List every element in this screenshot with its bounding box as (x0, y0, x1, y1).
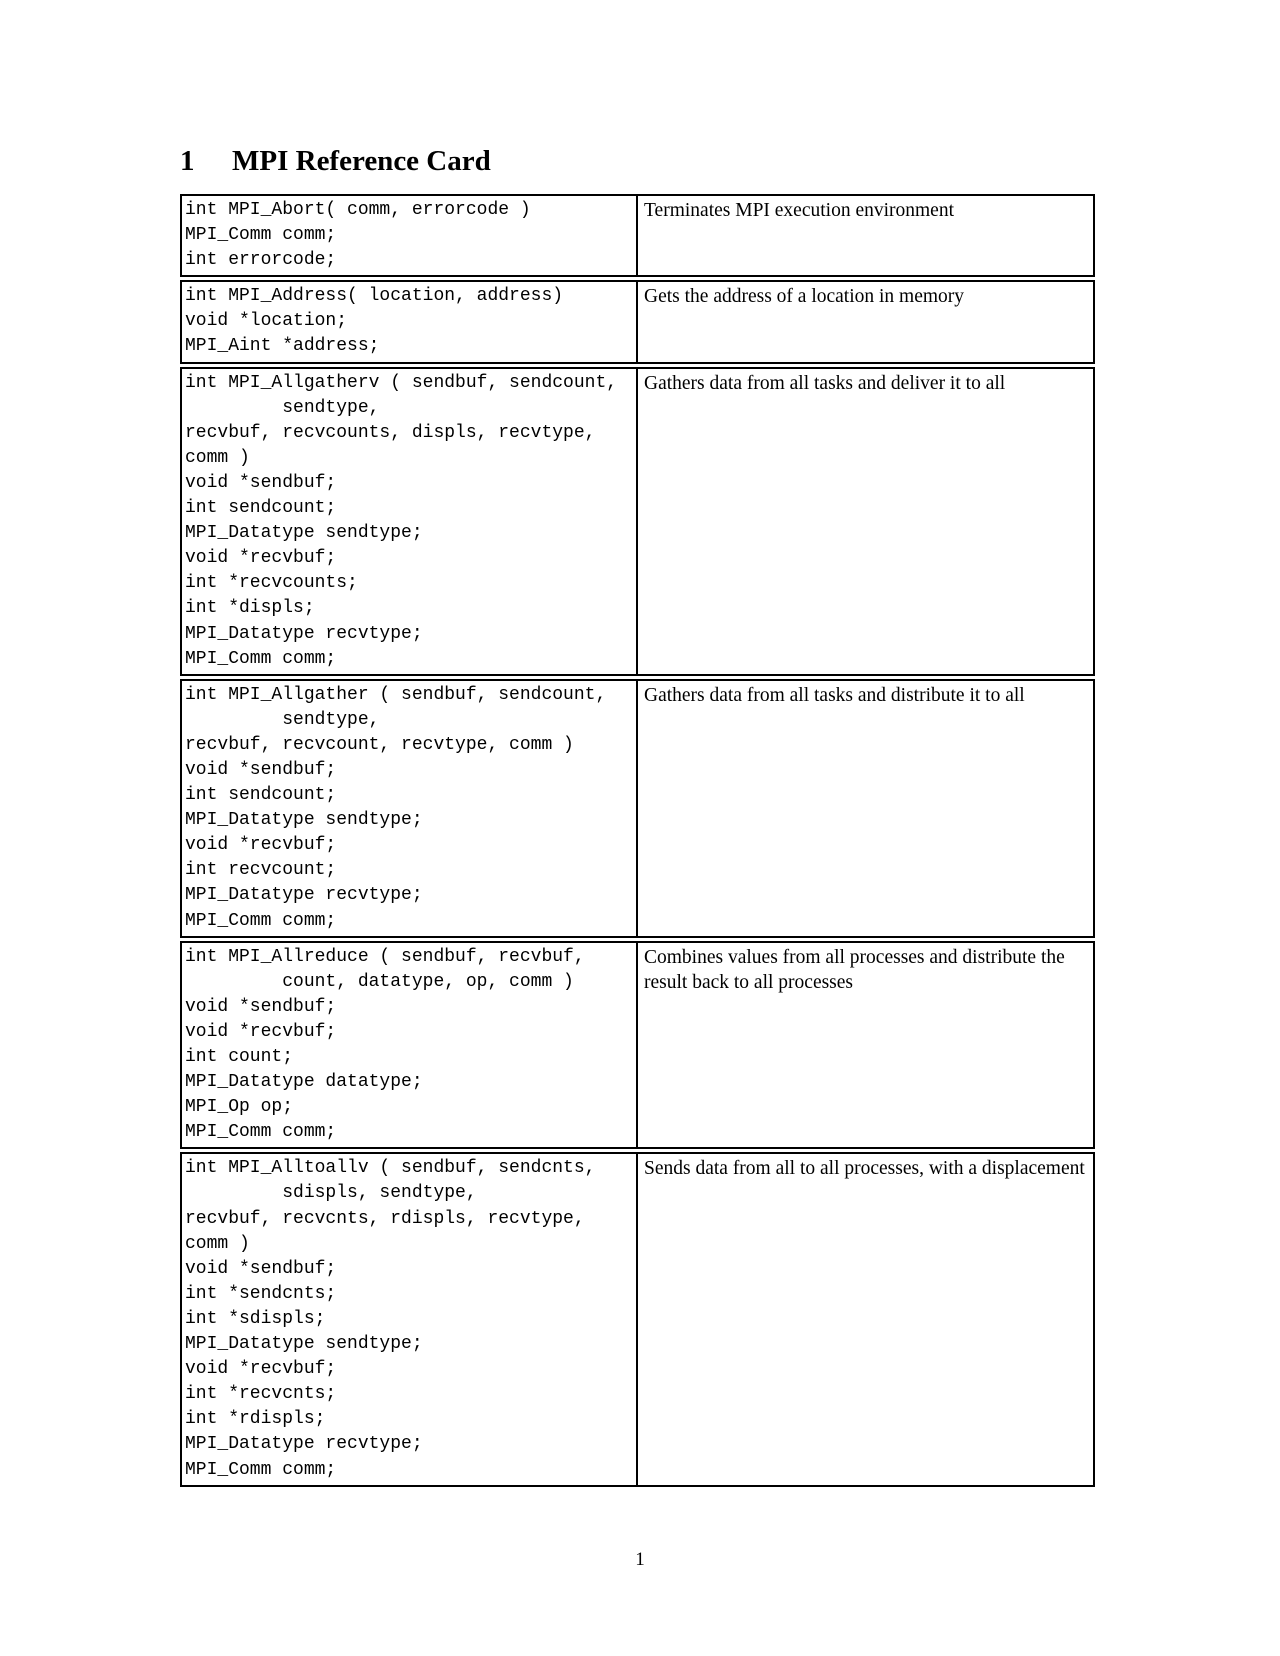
code-line: MPI_Comm comm; (185, 648, 337, 669)
code-line: MPI_Datatype datatype; (185, 1072, 423, 1093)
page-number: 1 (635, 1549, 645, 1570)
reference-table (180, 194, 1095, 1487)
code-line: int sendcount; (185, 785, 337, 806)
code-line: int *rdispls; (185, 1409, 326, 1430)
section-heading (180, 142, 491, 180)
code-line: void *sendbuf; (185, 472, 337, 493)
code-line: MPI_Op op; (185, 1097, 294, 1118)
function-description-cell (638, 681, 1093, 936)
code-line: int MPI_Abort( comm, errorcode ) (185, 200, 531, 220)
function-signature (182, 369, 638, 674)
table-row (180, 194, 1095, 277)
code-line: MPI_Comm comm; (185, 1122, 337, 1143)
code-line: MPI_Datatype recvtype; (185, 1434, 423, 1455)
table-row (180, 1152, 1095, 1486)
code-line: recvbuf, recvcounts, displs, recvtype, (185, 422, 596, 443)
function-description: Terminates MPI execution environment (644, 200, 955, 221)
code-line: int count; (185, 1047, 294, 1067)
code-line: void *recvbuf; (185, 548, 337, 569)
table-row (180, 679, 1095, 938)
function-description-cell (638, 196, 1093, 275)
table-row (180, 280, 1095, 363)
function-description: Gathers data from all tasks and deliver it to all (644, 372, 1006, 394)
code-line: int recvcount; (185, 860, 337, 881)
code-line: int *recvcounts; (185, 573, 358, 594)
code-line: comm ) (185, 1233, 250, 1254)
code-line: MPI_Datatype recvtype; (185, 885, 423, 906)
function-signature (182, 196, 638, 275)
function-description-cell (638, 282, 1093, 361)
function-signature (182, 282, 638, 361)
function-description-cell (638, 1154, 1093, 1484)
function-description-cell (638, 943, 1093, 1148)
code-line: count, datatype, op, comm ) (185, 971, 574, 992)
code-line: int MPI_Allgather ( sendbuf, sendcount, (185, 684, 607, 705)
code-line: MPI_Datatype recvtype; (185, 623, 423, 644)
code-line: void *recvbuf; (185, 835, 337, 856)
code-line: void *recvbuf; (185, 1359, 337, 1380)
function-description: Sends data from all to all processes, with a displacement (644, 1158, 1085, 1180)
code-line: int *recvcnts; (185, 1384, 337, 1405)
code-line: MPI_Datatype sendtype; (185, 810, 423, 831)
code-line: int *sendcnts; (185, 1283, 337, 1304)
code-line: int sendcount; (185, 498, 337, 519)
section-title: MPI Reference Card (232, 145, 491, 177)
code-line: void *recvbuf; (185, 1021, 337, 1042)
table-row (180, 367, 1095, 676)
code-line: recvbuf, recvcount, recvtype, comm ) (185, 734, 574, 755)
code-line: MPI_Datatype sendtype; (185, 1334, 423, 1355)
code-line: int *sdispls; (185, 1308, 326, 1329)
code-line: void *location; (185, 311, 348, 332)
code-line: recvbuf, recvcnts, rdispls, recvtype, (185, 1208, 585, 1229)
function-description: Gets the address of a location in memory (644, 286, 965, 308)
function-description: Combines values from all processes and distribute the result back to all processes (644, 946, 1065, 993)
table-row (180, 941, 1095, 1150)
code-line: MPI_Datatype sendtype; (185, 523, 423, 544)
code-line: void *sendbuf; (185, 759, 337, 780)
function-signature (182, 1154, 638, 1484)
code-line: sdispls, sendtype, (185, 1183, 477, 1204)
function-description: Gathers data from all tasks and distribute it to all (644, 684, 1025, 706)
code-line: sendtype, (185, 709, 380, 730)
code-line: void *sendbuf; (185, 1258, 337, 1279)
code-line: MPI_Aint *address; (185, 336, 380, 357)
code-line: int *displs; (185, 598, 315, 619)
code-line: MPI_Comm comm; (185, 225, 337, 246)
code-line: int MPI_Address( location, address) (185, 286, 564, 307)
code-line: int errorcode; (185, 250, 337, 271)
code-line: MPI_Comm comm; (185, 910, 337, 931)
code-line: comm ) (185, 447, 250, 468)
function-signature (182, 681, 638, 936)
code-line: int MPI_Alltoallv ( sendbuf, sendcnts, (185, 1158, 596, 1179)
code-line: int MPI_Allreduce ( sendbuf, recvbuf, (185, 946, 585, 967)
function-description-cell (638, 369, 1093, 674)
function-signature (182, 943, 638, 1148)
code-line: sendtype, (185, 397, 380, 418)
code-line: MPI_Comm comm; (185, 1459, 337, 1480)
code-line: int MPI_Allgatherv ( sendbuf, sendcount, (185, 372, 618, 393)
section-number: 1 (180, 145, 195, 177)
code-line: void *sendbuf; (185, 996, 337, 1017)
